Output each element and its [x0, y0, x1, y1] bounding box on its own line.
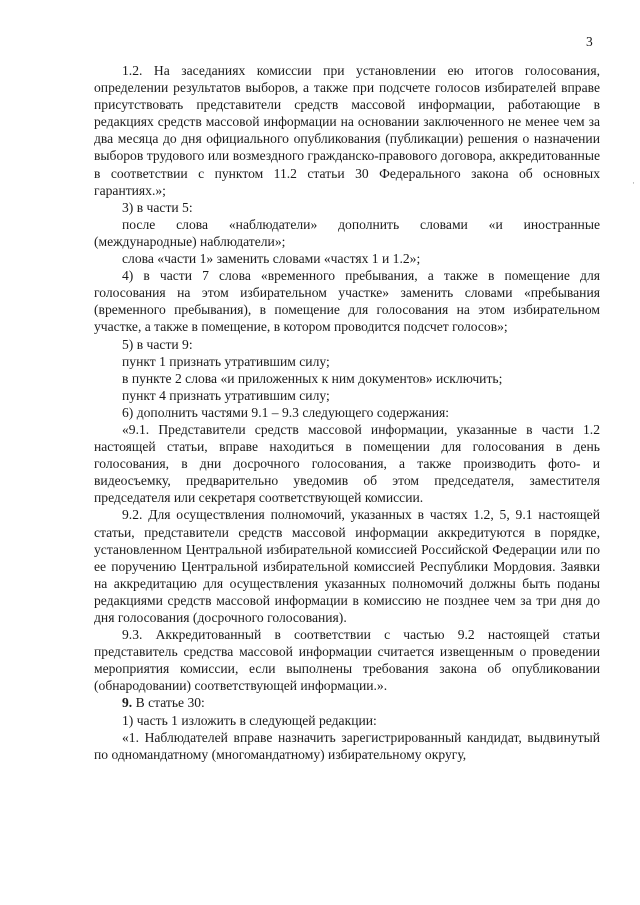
- paragraph-part-9-3: 9.3. Аккредитованный в соответствии с частью 9.2 настоящей статьи представитель средства массовой информации считается извещенным о проведении мероприятия комиссии, если выполнены требования закона об опубликовании (обнародовании) соответствующей информации.».: [94, 627, 600, 694]
- paragraph-part-9-1: «9.1. Представители средств массовой информации, указанные в части 1.2 настоящей статьи, вправе находиться в помещении для голосования в день голосования, в дни досрочного голосования, а также производить фото- и видеосъемку, предварительно уведомив об этом председателя, заместителя председателя или секретаря соответствующей комиссии.: [94, 421, 600, 506]
- paragraph-part-7-amendment: 4) в части 7 слова «временного пребывания, а также в помещение для голосования на этом избирательном участке» заменить словами «пребывания (временного пребывания), в помещение для голосования на этом избирательном участке, а также в помещение, в котором проводится подсчет голосов»;: [94, 268, 600, 335]
- paragraph-part-1-new-wording: 1) часть 1 изложить в следующей редакции:: [122, 712, 377, 728]
- paragraph-parts-replacement: слова «части 1» заменить словами «частях 1 и 1.2»;: [122, 251, 421, 267]
- paragraph-add-parts: 6) дополнить частями 9.1 – 9.3 следующего содержания:: [122, 404, 450, 420]
- paragraph-observers-amendment: после слова «наблюдатели» дополнить словами «и иностранные (международные) наблюдатели»;: [94, 216, 600, 249]
- scan-edge-mark: ·: [632, 178, 635, 188]
- article-number: 9.: [122, 695, 133, 711]
- paragraph-article-30-heading: [94, 694, 600, 711]
- paragraph-part-9-2: 9.2. Для осуществления полномочий, указанных в частях 1.2, 5, 9.1 настоящей статьи, представители средств массовой информации аккредитуются в порядке, установленном Центральной избирательной комиссией Российской Федерации или по ее поручению Центральной избирательной комиссией Республики Мордовия. Заявки на аккредитацию для осуществления указанных полномочий должны быть поданы редакциями средств массовой информации в комиссию не позднее чем за три дня до дня голосования (досрочного голосования).: [94, 507, 600, 625]
- paragraph-media-representatives: 1.2. На заседаниях комиссии при установлении ею итогов голосования, определении результатов выборов, а также при подсчете голосов избирателей вправе присутствовать представители средств массовой информации, работающие в редакциях средств массовой информации на основании заключенного не менее чем за два месяца до дня официального опубликования (публикации) решения о назначении выборов трудового или возмездного гражданско-правового договора, аккредитованные в соответствии с пунктом 11.2 статьи 30 Федерального закона об основных гарантиях.»;: [94, 63, 600, 198]
- paragraph-part-9-heading: 5) в части 9:: [122, 336, 193, 352]
- document-body: [94, 62, 600, 763]
- page-number: 3: [586, 34, 593, 49]
- article-heading-text: В статье 30:: [132, 695, 205, 711]
- paragraph-point-1-repeal: пункт 1 признать утратившим силу;: [122, 353, 330, 369]
- paragraph-point-4-repeal: пункт 4 признать утратившим силу;: [122, 387, 330, 403]
- paragraph-point-2-amendment: в пункте 2 слова «и приложенных к ним документов» исключить;: [122, 370, 503, 386]
- paragraph-part-5-heading: 3) в части 5:: [122, 199, 193, 215]
- paragraph-observers-appointment: «1. Наблюдателей вправе назначить зарегистрированный кандидат, выдвинутый по одномандатному (многомандатному) избирательному округу,: [94, 729, 600, 762]
